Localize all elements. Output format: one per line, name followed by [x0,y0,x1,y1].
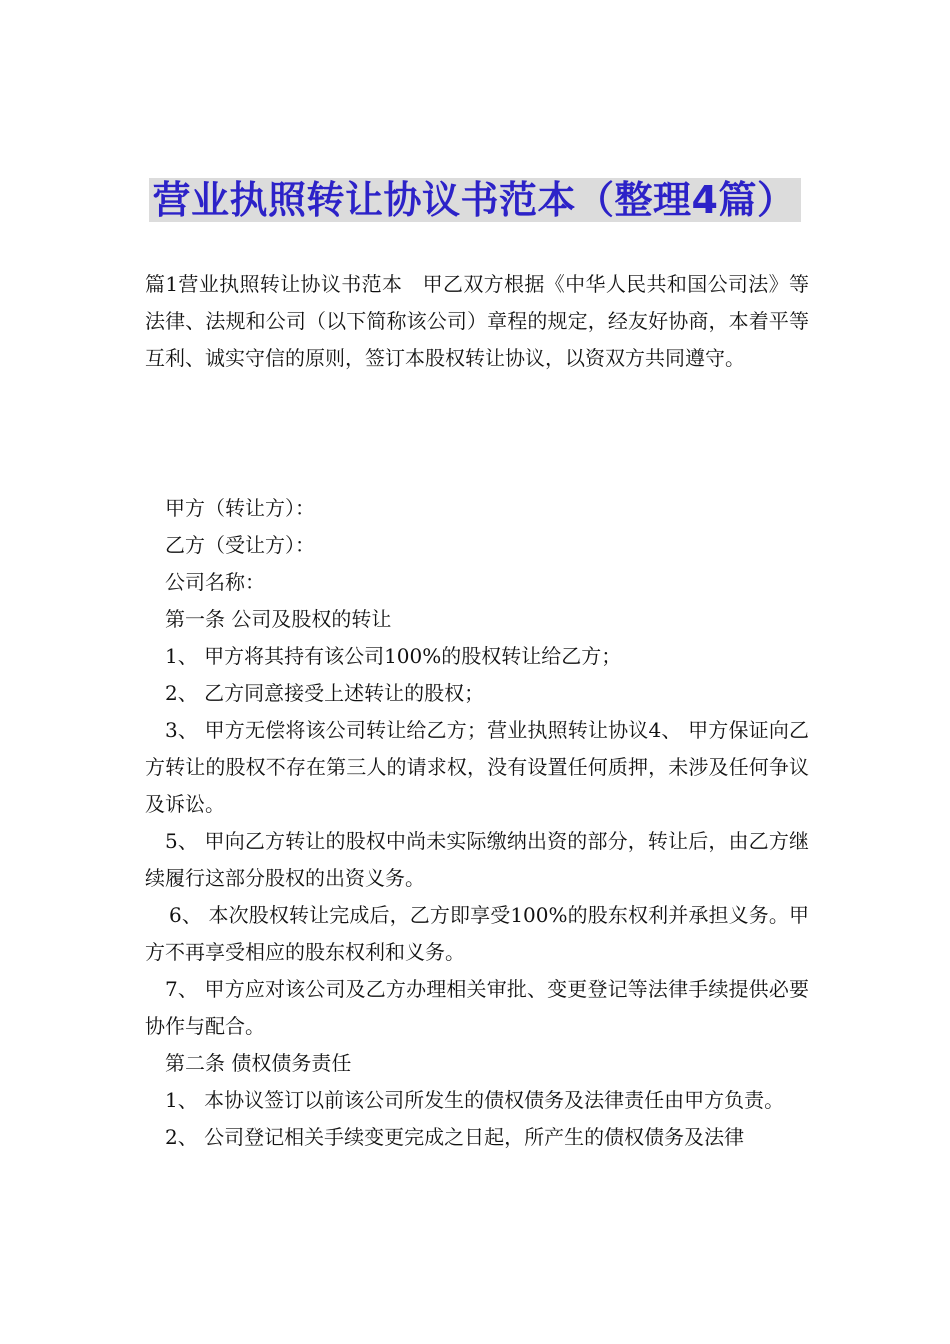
party-b-line: 乙方（受让方）： [165,533,315,557]
article-1-clause-1: 1、 甲方将其持有该公司100%的股权转让给乙方； [165,644,622,668]
party-a-line: 甲方（转让方）： [165,496,315,520]
article-1-clause-2: 2、 乙方同意接受上述转让的股权； [165,681,485,705]
agreement-body [145,490,809,1156]
article-2-clause-1: 1、 本协议签订以前该公司所发生的债权债务及法律责任由甲方负责。 [165,1088,785,1112]
intro-section [145,266,809,377]
article-2-clause-2: 2、 公司登记相关手续变更完成之日起，所产生的债权债务及法律 [165,1125,745,1149]
article-1-clause-7: 7、 甲方应对该公司及乙方办理相关审批、变更登记等法律手续提供必要协作与配合。 [145,977,809,1038]
document-title: 营业执照转让协议书范本（整理4篇） [149,178,802,222]
company-name-line: 公司名称： [165,570,265,594]
article-1-clause-5: 5、 甲向乙方转让的股权中尚未实际缴纳出资的部分，转让后，由乙方继续履行这部分股权的出资义务。 [145,829,809,890]
article-1-clause-6: 6、 本次股权转让完成后，乙方即享受100%的股东权利并承担义务。甲方不再享受相应的股东权利和义务。 [145,903,809,964]
title-container [0,178,950,222]
article-2-heading: 第二条 债权债务责任 [165,1051,352,1075]
article-1-heading: 第一条 公司及股权的转让 [165,607,392,631]
intro-paragraph: 篇1营业执照转让协议书范本 甲乙双方根据《中华人民共和国公司法》等法律、法规和公司（以下简称该公司）章程的规定，经友好协商，本着平等互利、诚实守信的原则，签订本股权转让协议，以资双方共同遵守。 [145,272,809,370]
article-1-clause-3-4: 3、 甲方无偿将该公司转让给乙方；营业执照转让协议4、 甲方保证向乙方转让的股权不存在第三人的请求权，没有设置任何质押，未涉及任何争议及诉讼。 [145,718,809,816]
